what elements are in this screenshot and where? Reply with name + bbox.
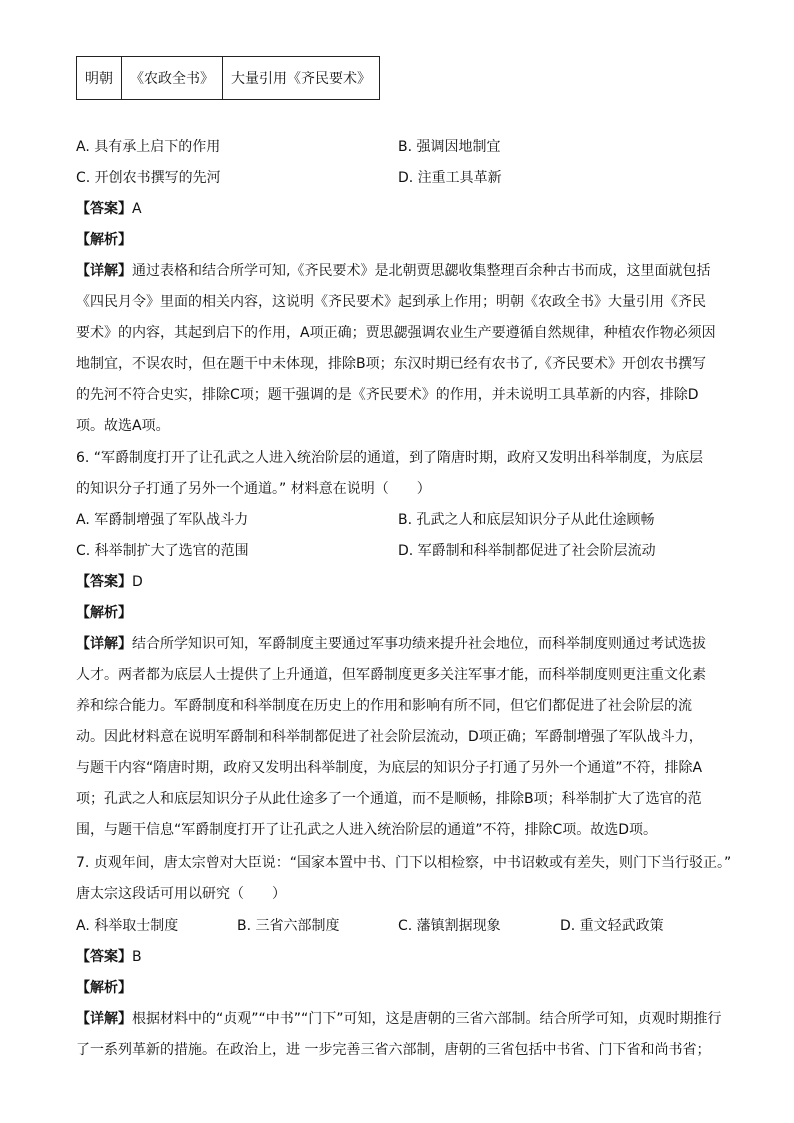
source-table — [76, 56, 380, 100]
table-row — [77, 57, 380, 100]
detail-tag: 【详解】 — [76, 636, 132, 652]
q6-detail-line: 养和综合能力。军爵制度和科举制度在历史上的作用和影响有所不同，但它们都促进了社会阶层的流 — [76, 698, 692, 714]
q5-detail-line: 项。故选A项。 — [76, 418, 170, 434]
q6-option-a: A. 军爵制增强了军队战斗力 — [76, 512, 249, 528]
q6-option-c: C. 科举制扩大了选官的范围 — [76, 543, 249, 559]
q7-stem-line: 唐太宗这段话可用以研究（ ） — [76, 886, 286, 902]
answer-tag: 【答案】 — [76, 574, 132, 590]
q7-detail-line: 了一系列革新的措施。在政治上，进 一步完善三省六部制，唐朝的三省包括中书省、门下省和尚书省； — [76, 1042, 711, 1058]
q5-detail-line: 的先河不符合史实，排除C项；题干强调的是《齐民要术》的作用，并未说明工具革新的内容，排除D — [76, 387, 699, 403]
q7-detail-line — [76, 1009, 722, 1029]
detail-text: 根据材料中的“贞观”“中书”“门下”可知，这是唐朝的三省六部制。结合所学可知，贞观时期推行 — [132, 1011, 722, 1027]
q6-option-d: D. 军爵制和科举制都促进了社会阶层流动 — [398, 543, 656, 559]
q5-option-d: D. 注重工具革新 — [398, 170, 502, 186]
q5-detail-line: 地制宜，不误农时，但在题干中未体现，排除B项；东汉时期已经有农书了,《齐民要术》开创农书撰写 — [76, 356, 707, 372]
q7-stem-line: 7. 贞观年间，唐太宗曾对大臣说：“国家本置中书、门下以相检察，中书诏敕或有差失，则门下当行驳正。” — [76, 855, 732, 871]
answer-value: B — [132, 949, 142, 965]
q7-option-b: B. 三省六部制度 — [237, 918, 340, 934]
q5-option-a: A. 具有承上启下的作用 — [76, 139, 221, 155]
answer-tag: 【答案】 — [76, 949, 132, 965]
answer-value: D — [132, 574, 143, 590]
q5-detail-line: 《四民月令》里面的相关内容，这说明《齐民要术》起到承上作用；明朝《农政全书》大量引用《齐民 — [76, 294, 706, 310]
q7-answer — [76, 947, 142, 967]
detail-text: 结合所学知识可知，军爵制度主要通过军事功绩来提升社会地位，而科举制度则通过考试选拔 — [132, 636, 706, 652]
detail-tag: 【详解】 — [76, 1011, 132, 1027]
table-cell-dynasty: 明朝 — [77, 57, 122, 100]
q6-analysis-heading: 【解析】 — [76, 605, 132, 621]
table-cell-book: 《农政全书》 — [122, 57, 223, 100]
q5-answer — [76, 199, 142, 219]
q6-answer — [76, 572, 143, 592]
q5-detail-line — [76, 261, 710, 281]
q7-option-d: D. 重文轻武政策 — [560, 918, 664, 934]
table-cell-note: 大量引用《齐民要术》 — [223, 57, 380, 100]
q6-detail-line — [76, 634, 706, 654]
answer-value: A — [132, 201, 142, 217]
detail-tag: 【详解】 — [76, 263, 132, 279]
q5-option-b: B. 强调因地制宜 — [398, 139, 501, 155]
q6-option-b: B. 孔武之人和底层知识分子从此仕途顾畅 — [398, 512, 655, 528]
q7-analysis-heading: 【解析】 — [76, 980, 132, 996]
q6-stem-line: 的知识分子打通了另外一个通道。” 材料意在说明（ ） — [76, 481, 431, 497]
q6-detail-line: 动。因此材料意在说明军爵制和科举制都促进了社会阶层流动，D项正确；军爵制增强了军队战斗力， — [76, 729, 703, 745]
q6-detail-line: 项；孔武之人和底层知识分子从此仕途多了一个通道，而不是顺畅，排除B项；科举制扩大了选官的范 — [76, 791, 702, 807]
answer-tag: 【答案】 — [76, 201, 132, 217]
q6-detail-line: 围，与题干信息“军爵制度打开了让孔武之人进入统治阶层的通道”不符，排除C项。故选D项。 — [76, 822, 658, 838]
q5-detail-line: 要术》的内容，其起到启下的作用，A项正确；贾思勰强调农业生产要遵循自然规律，种植农作物必须因 — [76, 325, 716, 341]
q6-stem-line: 6. “军爵制度打开了让孔武之人进入统治阶层的通道，到了隋唐时期，政府又发明出科举制度，为底层 — [76, 450, 704, 466]
detail-text: 通过表格和结合所学可知,《齐民要术》是北朝贾思勰收集整理百余种古书而成，这里面就包括 — [132, 263, 711, 279]
q7-option-a: A. 科举取士制度 — [76, 918, 179, 934]
q6-detail-line: 与题干内容“隋唐时期，政府又发明出科举制度，为底层的知识分子打通了另外一个通道”不符，排除A — [76, 760, 703, 776]
q6-detail-line: 人才。两者都为底层人士提供了上升通道，但军爵制度更多关注军事才能，而科举制度则更注重文化素 — [76, 667, 706, 683]
q7-option-c: C. 藩镇割据现象 — [398, 918, 501, 934]
q5-option-c: C. 开创农书撰写的先河 — [76, 170, 221, 186]
q5-analysis-heading: 【解析】 — [76, 232, 132, 248]
